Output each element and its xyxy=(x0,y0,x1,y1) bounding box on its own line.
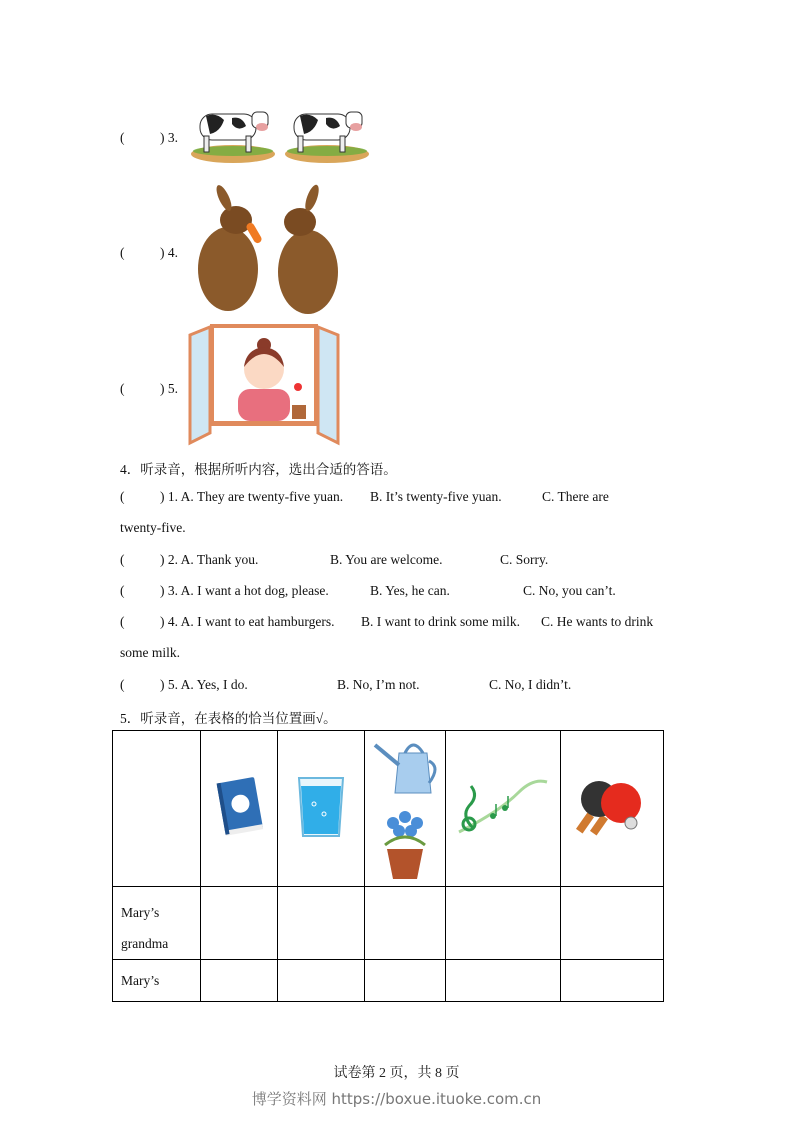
question-5 xyxy=(120,677,680,695)
watermark: 博学资料网 https://boxue.ituoke.com.cn xyxy=(251,1090,542,1108)
option-b: B. Yes, he can. xyxy=(370,583,450,598)
answer-blank[interactable]: ( xyxy=(120,381,125,396)
header-cell-ping-pong xyxy=(561,731,664,887)
answer-table xyxy=(112,730,664,1002)
answer-blank[interactable]: ( xyxy=(120,130,125,145)
two-rabbits-icon xyxy=(188,184,348,318)
question-2 xyxy=(120,552,680,570)
answer-blank[interactable]: ( xyxy=(120,552,125,567)
option-c: C. No, I didn’t. xyxy=(489,677,572,692)
header-cell-book xyxy=(201,731,278,887)
table-header-row xyxy=(113,731,664,887)
option-c: C. No, you can’t. xyxy=(523,583,616,598)
empty-corner-cell xyxy=(113,731,201,887)
book-icon xyxy=(213,776,265,838)
answer-blank[interactable]: ( xyxy=(120,677,125,692)
option-c: C. There are xyxy=(542,489,609,504)
item-number: ) 3. xyxy=(160,130,178,145)
picture-item-4 xyxy=(120,245,178,261)
row-label-line: Mary’s xyxy=(121,973,160,988)
table-row xyxy=(113,887,664,960)
option-b: B. It’s twenty-five yuan. xyxy=(370,489,502,504)
question-4 xyxy=(120,614,680,632)
question-1 xyxy=(120,489,680,507)
header-cell-music xyxy=(446,731,561,887)
picture-item-5 xyxy=(120,381,178,397)
two-cows-icon xyxy=(188,100,374,168)
music-notes-icon xyxy=(455,772,551,842)
option-b: B. You are welcome. xyxy=(330,552,443,567)
option-b: B. I want to drink some milk. xyxy=(361,614,520,629)
answer-blank[interactable]: ( xyxy=(120,614,125,629)
page-number: 试卷第 2 页，共 8 页 xyxy=(333,1066,460,1081)
answer-cell[interactable] xyxy=(201,887,278,960)
answer-cell[interactable] xyxy=(201,960,278,1002)
answer-cell[interactable] xyxy=(561,887,664,960)
glass-of-water-icon xyxy=(296,774,346,840)
option-a: ) 4. A. I want to eat hamburgers. xyxy=(160,614,335,629)
option-c: C. Sorry. xyxy=(500,552,549,567)
picture-item-3 xyxy=(120,130,178,146)
answer-cell[interactable] xyxy=(446,887,561,960)
answer-cell[interactable] xyxy=(278,960,365,1002)
answer-blank[interactable]: ( xyxy=(120,489,125,504)
option-a: ) 1. A. They are twenty-five yuan. xyxy=(160,489,344,504)
answer-cell[interactable] xyxy=(446,960,561,1002)
header-cell-water xyxy=(278,731,365,887)
option-a: ) 3. A. I want a hot dog, please. xyxy=(160,583,329,598)
table-row xyxy=(113,960,664,1002)
question-4-wrap: some milk. xyxy=(120,645,180,660)
row-label xyxy=(113,887,201,960)
option-c: C. He wants to drink xyxy=(541,614,654,629)
answer-blank[interactable]: ( xyxy=(120,245,125,260)
watering-can-and-flower-icon xyxy=(371,733,439,881)
answer-cell[interactable] xyxy=(561,960,664,1002)
option-b: B. No, I’m not. xyxy=(337,677,420,692)
answer-cell[interactable] xyxy=(278,887,365,960)
answer-cell[interactable] xyxy=(365,960,446,1002)
row-label xyxy=(113,960,201,1002)
girl-at-window-icon xyxy=(188,323,340,447)
item-number: ) 5. xyxy=(160,381,178,396)
option-a: ) 5. A. Yes, I do. xyxy=(160,677,248,692)
row-label-line: Mary’s xyxy=(121,905,160,920)
section-4-title: 4．听录音，根据所听内容，选出合适的答语。 xyxy=(120,462,397,477)
answer-blank[interactable]: ( xyxy=(120,583,125,598)
header-cell-flower xyxy=(365,731,446,887)
answer-cell[interactable] xyxy=(365,887,446,960)
item-number: ) 4. xyxy=(160,245,178,260)
option-a: ) 2. A. Thank you. xyxy=(160,552,259,567)
section-5-title: 5．听录音，在表格的恰当位置画√。 xyxy=(120,711,337,726)
question-1-wrap: twenty-five. xyxy=(120,520,186,535)
ping-pong-paddles-icon xyxy=(575,777,649,837)
question-3 xyxy=(120,583,680,601)
row-label-line: grandma xyxy=(121,936,169,951)
